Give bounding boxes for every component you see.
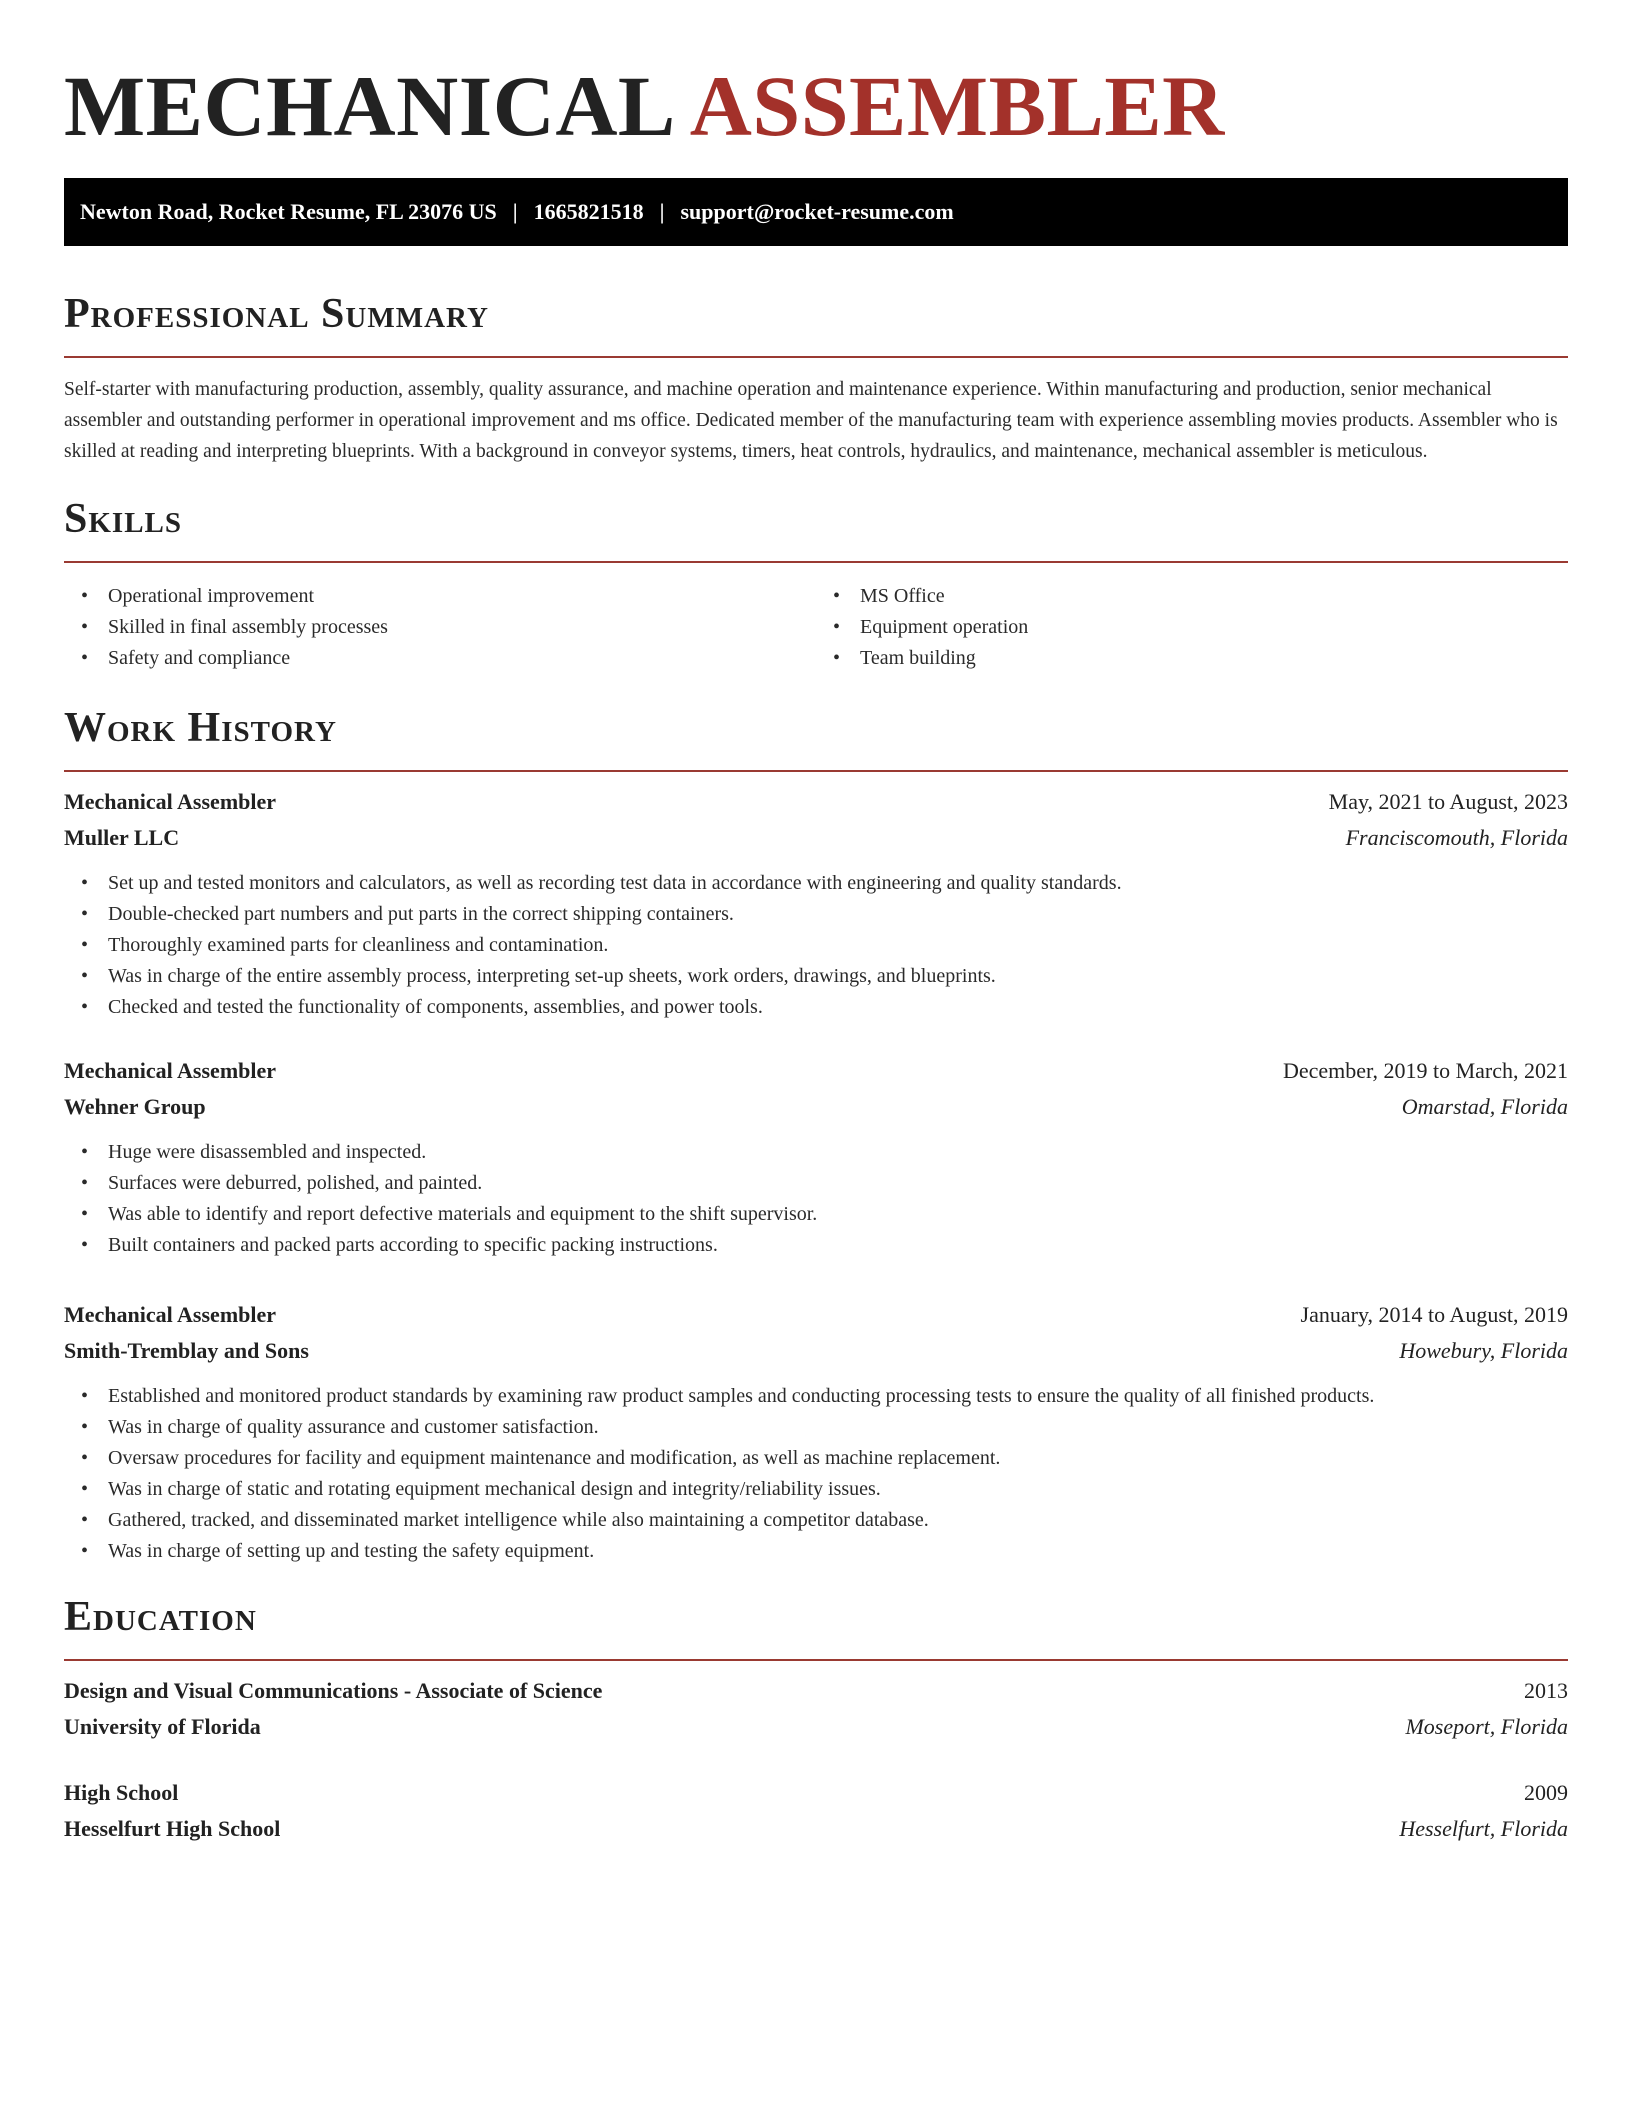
section-title-summary: Professional Summary [64, 291, 489, 337]
job-role: Mechanical Assembler [64, 789, 277, 814]
contact-email[interactable]: support@rocket-resume.com [680, 199, 954, 224]
job-entry [64, 784, 1568, 1023]
job-company: Muller LLC [64, 825, 180, 850]
education-school: Hesselfurt High School [64, 1816, 281, 1841]
job-bullet: • Oversaw procedures for facility and equipment maintenance and modification, as well as machine replacement. [64, 1443, 1568, 1474]
job-company: Wehner Group [64, 1094, 206, 1119]
job-bullet: • Built containers and packed parts according to specific packing instructions. [64, 1230, 1568, 1261]
job-bullets [64, 868, 1568, 1023]
job-company-row [64, 1089, 1568, 1125]
section-rule [64, 770, 1568, 772]
skill-item: • MS Office [816, 581, 1568, 612]
job-bullet: • Established and monitored product standards by examining raw product samples and conducting processing tests to ensure the quality of all finished products. [64, 1381, 1568, 1412]
job-bullets [64, 1381, 1568, 1567]
skills-columns [64, 581, 1568, 674]
summary-section [64, 288, 1568, 467]
job-entry [64, 1297, 1568, 1567]
education-header-row [64, 1673, 1568, 1709]
section-rule [64, 561, 1568, 563]
job-bullet: • Was in charge of static and rotating equipment mechanical design and integrity/reliability issues. [64, 1474, 1568, 1505]
skill-item: • Equipment operation [816, 612, 1568, 643]
section-title-work: Work History [64, 705, 337, 751]
name-first: MECHANICAL [64, 58, 676, 154]
job-bullet: • Thoroughly examined parts for cleanliness and contamination. [64, 930, 1568, 961]
contact-separator: | [659, 199, 665, 224]
job-dates: December, 2019 to March, 2021 [1282, 1058, 1568, 1083]
job-dates: May, 2021 to August, 2023 [1328, 789, 1568, 814]
job-header-row [64, 1053, 1568, 1089]
job-bullet: • Gathered, tracked, and disseminated market intelligence while also maintaining a competitor database. [64, 1505, 1568, 1536]
skill-item: • Team building [816, 643, 1568, 674]
job-bullet: • Huge were disassembled and inspected. [64, 1137, 1568, 1168]
section-rule [64, 356, 1568, 358]
education-school-row [64, 1709, 1568, 1745]
education-school-row [64, 1811, 1568, 1847]
contact-separator: | [512, 199, 518, 224]
job-company-row [64, 1333, 1568, 1369]
job-dates: January, 2014 to August, 2019 [1300, 1302, 1568, 1327]
job-location: Howebury, Florida [1399, 1338, 1568, 1363]
contact-bar [64, 178, 1568, 246]
resume-name [64, 56, 1568, 156]
skill-item: • Skilled in final assembly processes [64, 612, 816, 643]
job-location: Franciscomouth, Florida [1345, 825, 1568, 850]
job-role: Mechanical Assembler [64, 1058, 277, 1083]
section-title-education: Education [64, 1594, 257, 1640]
education-year: 2009 [1524, 1780, 1568, 1805]
job-bullet: • Was in charge of quality assurance and customer satisfaction. [64, 1412, 1568, 1443]
contact-address: Newton Road, Rocket Resume, FL 23076 US [80, 199, 497, 224]
education-section [64, 1591, 1568, 1847]
skill-item: • Safety and compliance [64, 643, 816, 674]
job-bullets [64, 1137, 1568, 1261]
education-year: 2013 [1524, 1678, 1568, 1703]
job-location: Omarstad, Florida [1401, 1094, 1568, 1119]
skills-right-list [816, 581, 1568, 674]
education-location: Moseport, Florida [1405, 1714, 1568, 1739]
skill-item: • Operational improvement [64, 581, 816, 612]
work-section [64, 702, 1568, 1567]
job-bullet: • Was in charge of the entire assembly process, interpreting set-up sheets, work orders, drawings, and blueprints. [64, 961, 1568, 992]
job-entry [64, 1053, 1568, 1261]
job-bullet: • Double-checked part numbers and put parts in the correct shipping containers. [64, 899, 1568, 930]
job-role: Mechanical Assembler [64, 1302, 277, 1327]
job-bullet: • Checked and tested the functionality of components, assemblies, and power tools. [64, 992, 1568, 1023]
job-company-row [64, 820, 1568, 856]
section-rule [64, 1659, 1568, 1661]
job-bullet: • Was in charge of setting up and testing the safety equipment. [64, 1536, 1568, 1567]
job-bullet: • Set up and tested monitors and calculators, as well as recording test data in accordance with engineering and quality standards. [64, 868, 1568, 899]
education-entry [64, 1673, 1568, 1745]
education-degree: Design and Visual Communications - Associate of Science [64, 1678, 603, 1703]
education-entry [64, 1775, 1568, 1847]
contact-phone[interactable]: 1665821518 [533, 199, 644, 224]
job-bullet: • Surfaces were deburred, polished, and painted. [64, 1168, 1568, 1199]
job-bullet: • Was able to identify and report defective materials and equipment to the shift supervisor. [64, 1199, 1568, 1230]
education-header-row [64, 1775, 1568, 1811]
skills-section [64, 493, 1568, 674]
job-header-row [64, 784, 1568, 820]
summary-text: Self-starter with manufacturing production, assembly, quality assurance, and machine operation and maintenance experience. Within manufacturing and production, senior mechanical assembler and outstanding performer in operational improvement and ms office. Dedicated member of the manufacturing team with experience assembling movies products. Assembler who is skilled at reading and interpreting blueprints. With a background in conveyor systems, timers, heat controls, hydraulics, and maintenance, mechanical assembler is meticulous. [64, 379, 1558, 462]
section-title-skills: Skills [64, 496, 183, 542]
skills-left-list [64, 581, 816, 674]
job-company: Smith-Tremblay and Sons [64, 1338, 309, 1363]
name-last: ASSEMBLER [689, 58, 1225, 154]
job-header-row [64, 1297, 1568, 1333]
education-degree: High School [64, 1780, 179, 1805]
education-school: University of Florida [64, 1714, 261, 1739]
education-location: Hesselfurt, Florida [1399, 1816, 1568, 1841]
